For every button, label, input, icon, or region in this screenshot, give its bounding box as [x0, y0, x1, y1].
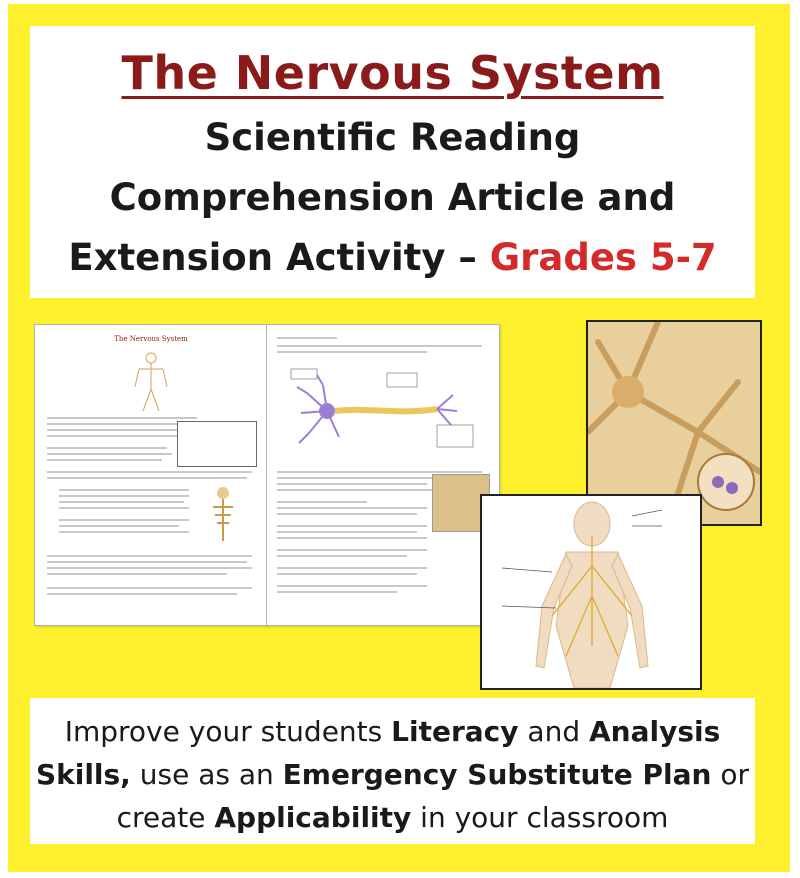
analysis-emphasis: Analysis	[589, 715, 721, 748]
description-segment: or	[711, 758, 750, 791]
description-line-2	[30, 753, 755, 796]
description-segment: create	[116, 801, 215, 834]
substitute-plan-emphasis: Emergency Substitute Plan	[282, 758, 712, 791]
skills-emphasis: Skills,	[35, 758, 131, 791]
subtitle-line-1: Scientific Reading	[204, 116, 581, 159]
page-title: The Nervous System	[121, 46, 664, 100]
subtitle	[30, 108, 755, 288]
literacy-emphasis: Literacy	[391, 715, 519, 748]
description-line-3	[30, 796, 755, 839]
worksheet-preview-page-1	[34, 324, 268, 626]
description-segment: in your classroom	[411, 801, 669, 834]
description-line-1	[30, 710, 755, 753]
human-body-diagram	[482, 496, 700, 688]
description-segment: Improve your students	[64, 715, 392, 748]
vocabulary-box	[177, 421, 257, 467]
applicability-emphasis: Applicability	[214, 801, 412, 834]
preview-page-title: The Nervous System	[114, 335, 188, 343]
description-segment: and	[518, 715, 589, 748]
subtitle-line-3-text: Extension Activity –	[68, 236, 490, 279]
spinal-cord-illustration	[203, 485, 243, 545]
description-text	[30, 710, 755, 839]
description-segment: use as an	[130, 758, 283, 791]
title-panel	[30, 26, 755, 298]
grades-label: Grades 5-7	[489, 236, 717, 279]
neuron-diagram	[287, 363, 487, 459]
peripheral-nervous-system-illustration	[480, 494, 702, 690]
body-outline-illustration	[131, 351, 171, 413]
subtitle-line-2: Comprehension Article and	[109, 176, 676, 219]
subtitle-line-3	[30, 228, 755, 288]
description-panel	[30, 698, 755, 844]
